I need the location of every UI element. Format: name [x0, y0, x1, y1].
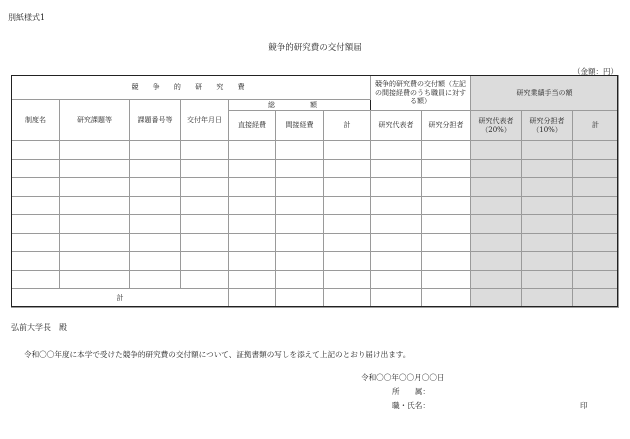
sum-pi-cell[interactable]: [371, 289, 422, 308]
cell-project-number[interactable]: [130, 196, 181, 215]
cell-grant-date[interactable]: [181, 196, 229, 215]
header-allowance-total: 計: [573, 111, 619, 141]
cell-direct-cost[interactable]: [229, 141, 276, 160]
cell-grant-date[interactable]: [181, 159, 229, 178]
table-row: [12, 159, 619, 178]
cell-co-allowance[interactable]: [522, 141, 573, 160]
cell-total[interactable]: [324, 141, 371, 160]
document-title: 競争的研究費の交付額届: [268, 43, 362, 53]
cell-direct-cost[interactable]: [229, 196, 276, 215]
cell-pi-allowance[interactable]: [471, 196, 522, 215]
cell-grant-date[interactable]: [181, 215, 229, 234]
cell-program[interactable]: [12, 252, 60, 271]
cell-direct-cost[interactable]: [229, 270, 276, 289]
cell-pi-allowance[interactable]: [471, 215, 522, 234]
cell-research-topic[interactable]: [60, 141, 130, 160]
cell-co-allowance[interactable]: [522, 252, 573, 271]
cell-project-number[interactable]: [130, 252, 181, 271]
cell-project-number[interactable]: [130, 270, 181, 289]
sum-co-investigator-cell[interactable]: [422, 289, 471, 308]
cell-indirect-cost[interactable]: [276, 233, 324, 252]
header-research-topic: 研究課題等: [60, 100, 130, 141]
header-total: 計: [324, 111, 371, 141]
sum-direct-cost-cell[interactable]: [229, 289, 276, 308]
cell-indirect-cost[interactable]: [276, 196, 324, 215]
header-pi-allowance: 研究代表者（20%）: [471, 111, 522, 141]
cell-pi[interactable]: [371, 178, 422, 197]
cell-indirect-cost[interactable]: [276, 252, 324, 271]
form-number-label: 別紙様式1: [8, 13, 46, 22]
affiliation-label: 所 属：: [392, 387, 430, 396]
cell-grant-date[interactable]: [181, 233, 229, 252]
cell-pi[interactable]: [371, 252, 422, 271]
cell-project-number[interactable]: [130, 178, 181, 197]
header-project-number: 課題番号等: [130, 100, 181, 141]
table-row: [12, 252, 619, 271]
cell-indirect-cost[interactable]: [276, 141, 324, 160]
cell-project-number[interactable]: [130, 159, 181, 178]
cell-research-topic[interactable]: [60, 159, 130, 178]
cell-indirect-cost[interactable]: [276, 178, 324, 197]
cell-allowance-total[interactable]: [573, 215, 619, 234]
cell-indirect-cost[interactable]: [276, 215, 324, 234]
position-name-label: 職・氏名：: [392, 401, 430, 410]
cell-co-allowance[interactable]: [522, 215, 573, 234]
cell-total[interactable]: [324, 196, 371, 215]
sum-row-label: 計: [12, 289, 229, 308]
table-row: [12, 178, 619, 197]
sum-indirect-cost-cell[interactable]: [276, 289, 324, 308]
cell-grant-date[interactable]: [181, 270, 229, 289]
table-row: [12, 270, 619, 289]
cell-project-number[interactable]: [130, 215, 181, 234]
cell-pi-allowance[interactable]: [471, 270, 522, 289]
cell-project-number[interactable]: [130, 233, 181, 252]
cell-pi-allowance[interactable]: [471, 252, 522, 271]
cell-grant-date[interactable]: [181, 252, 229, 271]
cell-pi[interactable]: [371, 215, 422, 234]
cell-co-investigator[interactable]: [422, 270, 471, 289]
cell-program[interactable]: [12, 233, 60, 252]
cell-pi-allowance[interactable]: [471, 141, 522, 160]
cell-co-allowance[interactable]: [522, 233, 573, 252]
cell-co-investigator[interactable]: [422, 178, 471, 197]
cell-pi[interactable]: [371, 141, 422, 160]
cell-allowance-total[interactable]: [573, 270, 619, 289]
cell-co-allowance[interactable]: [522, 196, 573, 215]
cell-pi[interactable]: [371, 196, 422, 215]
cell-research-topic[interactable]: [60, 233, 130, 252]
cell-pi-allowance[interactable]: [471, 159, 522, 178]
cell-allowance-total[interactable]: [573, 252, 619, 271]
cell-program[interactable]: [12, 196, 60, 215]
seal-mark: 印: [580, 401, 588, 410]
table-row: [12, 215, 619, 234]
cell-allowance-total[interactable]: [573, 159, 619, 178]
header-indirect-cost: 間接経費: [276, 111, 324, 141]
sum-co-allowance-cell[interactable]: [522, 289, 573, 308]
cell-total[interactable]: [324, 233, 371, 252]
cell-total[interactable]: [324, 215, 371, 234]
cell-co-investigator[interactable]: [422, 252, 471, 271]
total-amount-group-header: 総 額: [229, 100, 371, 111]
cell-co-allowance[interactable]: [522, 159, 573, 178]
header-principal-investigator: 研究代表者: [371, 111, 422, 141]
grant-amount-table: [11, 75, 619, 308]
cell-direct-cost[interactable]: [229, 215, 276, 234]
cell-program[interactable]: [12, 215, 60, 234]
cell-co-investigator[interactable]: [422, 141, 471, 160]
submission-date: 令和〇〇年〇〇月〇〇日: [361, 373, 445, 382]
header-direct-cost: 直接経費: [229, 111, 276, 141]
declaration-statement: 令和〇〇年度に本学で受けた競争的研究費の交付額について、証拠書類の写しを添えて上記のとおり届け出ます。: [24, 350, 411, 359]
sum-allowance-total-cell[interactable]: [573, 289, 619, 308]
cell-research-topic[interactable]: [60, 270, 130, 289]
cell-total[interactable]: [324, 178, 371, 197]
cell-pi-allowance[interactable]: [471, 178, 522, 197]
cell-research-topic[interactable]: [60, 196, 130, 215]
indirect-allocation-group-header: 競争的研究費の交付額（左記の間接経費のうち職員に対する額）: [371, 76, 471, 111]
cell-pi[interactable]: [371, 270, 422, 289]
cell-grant-date[interactable]: [181, 178, 229, 197]
cell-pi[interactable]: [371, 159, 422, 178]
header-program-name: 制度名: [12, 100, 60, 141]
cell-co-allowance[interactable]: [522, 178, 573, 197]
cell-total[interactable]: [324, 270, 371, 289]
cell-grant-date[interactable]: [181, 141, 229, 160]
header-co-allowance: 研究分担者（10%）: [522, 111, 573, 141]
cell-research-topic[interactable]: [60, 178, 130, 197]
cell-co-allowance[interactable]: [522, 270, 573, 289]
cell-allowance-total[interactable]: [573, 141, 619, 160]
header-grant-date: 交付年月日: [181, 100, 229, 141]
addressee: 弘前大学長 殿: [11, 323, 67, 332]
cell-allowance-total[interactable]: [573, 196, 619, 215]
cell-direct-cost[interactable]: [229, 159, 276, 178]
header-co-investigator: 研究分担者: [422, 111, 471, 141]
cell-program[interactable]: [12, 159, 60, 178]
cell-direct-cost[interactable]: [229, 252, 276, 271]
cell-program[interactable]: [12, 178, 60, 197]
competitive-funds-group-header: 競 争 的 研 究 費: [12, 76, 371, 100]
cell-indirect-cost[interactable]: [276, 270, 324, 289]
sum-pi-allowance-cell[interactable]: [471, 289, 522, 308]
cell-direct-cost[interactable]: [229, 233, 276, 252]
cell-allowance-total[interactable]: [573, 178, 619, 197]
cell-co-investigator[interactable]: [422, 233, 471, 252]
table-row: [12, 233, 619, 252]
table-row: [12, 196, 619, 215]
cell-research-topic[interactable]: [60, 215, 130, 234]
cell-direct-cost[interactable]: [229, 178, 276, 197]
cell-allowance-total[interactable]: [573, 233, 619, 252]
cell-indirect-cost[interactable]: [276, 159, 324, 178]
table-row: [12, 141, 619, 160]
cell-program[interactable]: [12, 270, 60, 289]
cell-total[interactable]: [324, 252, 371, 271]
cell-total[interactable]: [324, 159, 371, 178]
cell-co-investigator[interactable]: [422, 215, 471, 234]
cell-co-investigator[interactable]: [422, 159, 471, 178]
cell-pi-allowance[interactable]: [471, 233, 522, 252]
currency-unit-note: （金額：円）: [573, 67, 618, 76]
research-allowance-group-header: 研究業績手当の額: [471, 76, 619, 111]
cell-pi[interactable]: [371, 233, 422, 252]
cell-project-number[interactable]: [130, 141, 181, 160]
cell-co-investigator[interactable]: [422, 196, 471, 215]
cell-research-topic[interactable]: [60, 252, 130, 271]
cell-program[interactable]: [12, 141, 60, 160]
sum-total-cell[interactable]: [324, 289, 371, 308]
